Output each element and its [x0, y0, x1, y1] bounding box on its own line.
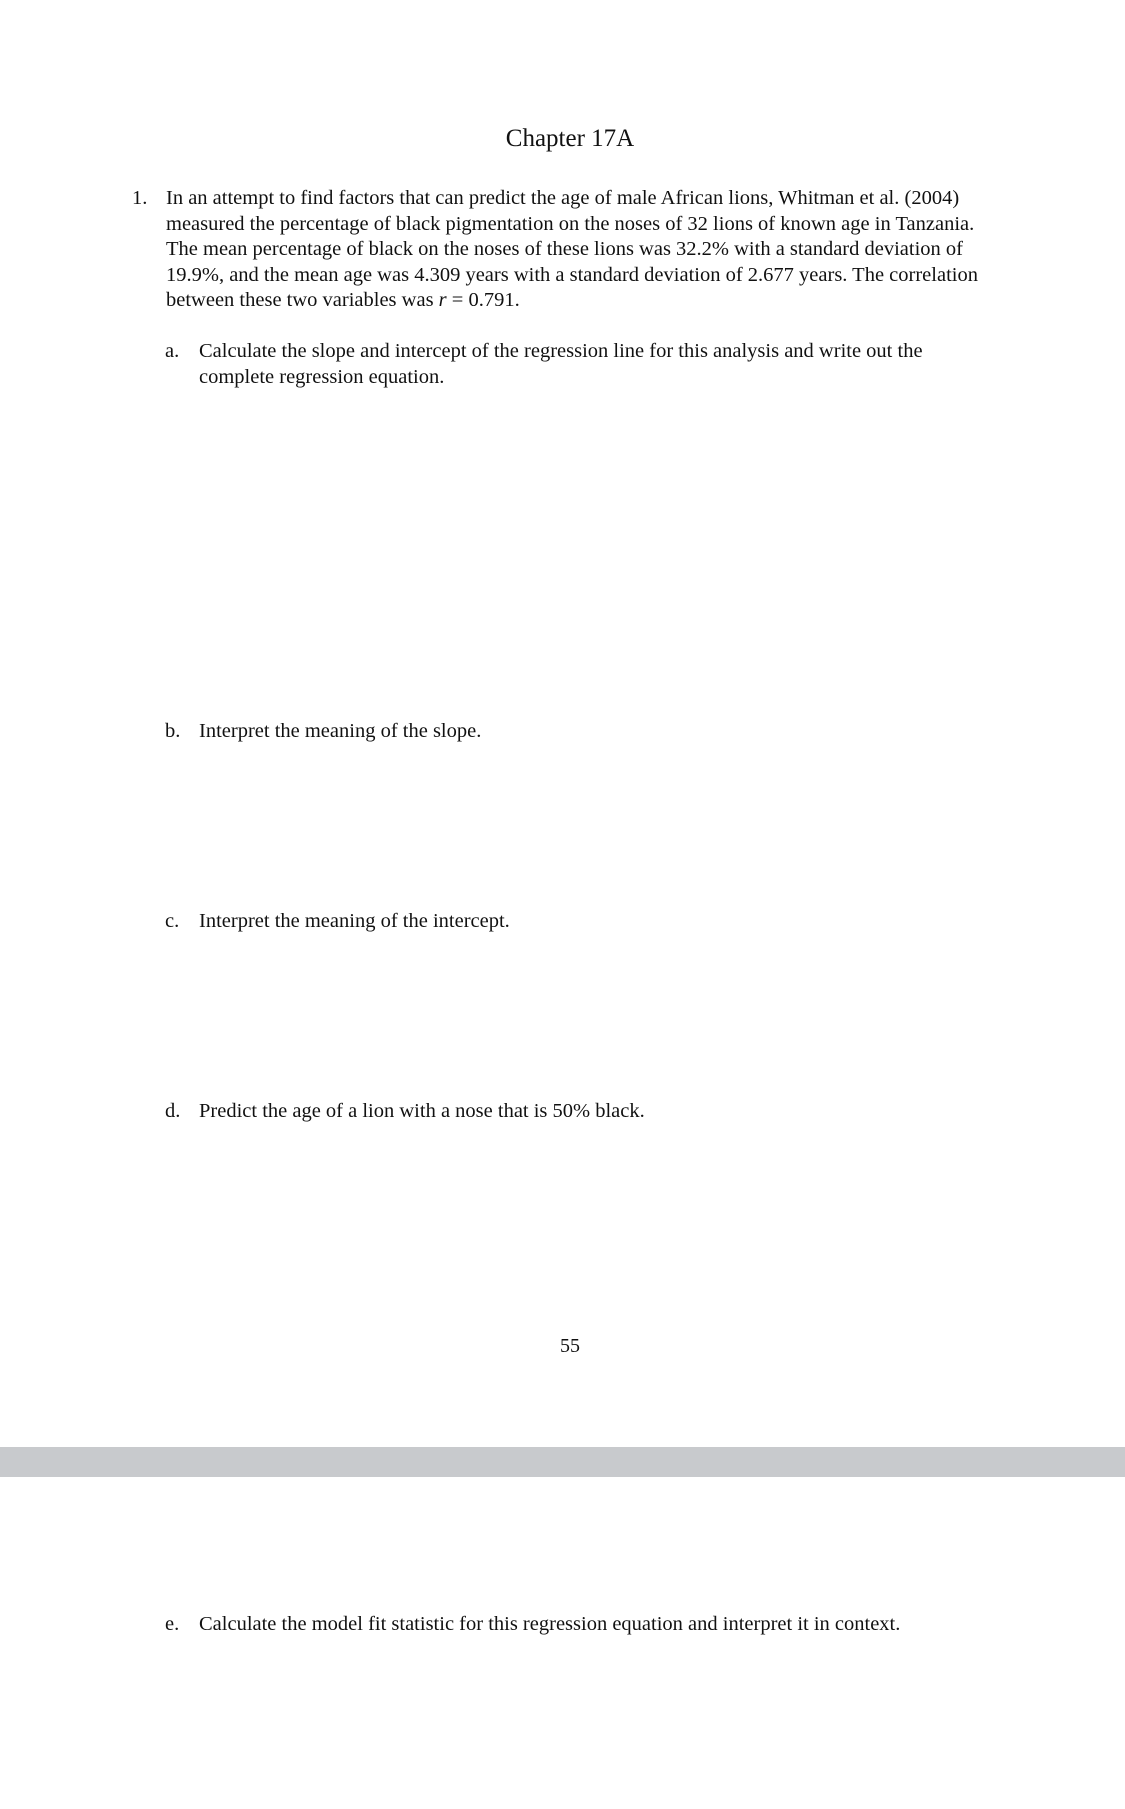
chapter-title: Chapter 17A — [505, 125, 635, 152]
page-two — [0, 1477, 1125, 1809]
part-a-letter: a. — [165, 340, 180, 362]
page-number: 55 — [560, 1335, 580, 1357]
question-text-main: In an attempt to find factors that can predict the age of male African lions, Whitman et al. (2004) measured the percentage of black pigmentation on the noses of 32 lions of known age in Tanzania. The mean percentage of black on the noses of these lions was 32.2% with a standard deviation of 19.9%, and the mean age was 4.309 years with a standard deviation of 2.677 years. The correlation between these two variables was — [166, 187, 978, 311]
question-text — [166, 186, 1006, 314]
page-separator — [0, 1447, 1125, 1477]
part-b-letter: b. — [165, 720, 181, 742]
part-d-text: Predict the age of a lion with a nose that is 50% black. — [199, 1100, 645, 1122]
correlation-value: = 0.791. — [446, 289, 520, 311]
correlation-symbol: r — [438, 289, 447, 311]
part-d-letter: d. — [165, 1100, 181, 1122]
part-c-letter: c. — [165, 910, 180, 932]
part-e-letter: e. — [165, 1613, 180, 1635]
part-b-text: Interpret the meaning of the slope. — [199, 720, 482, 742]
question-number: 1. — [132, 187, 148, 209]
part-a-text: Calculate the slope and intercept of the regression line for this analysis and write out the complete regression equation. — [199, 340, 923, 388]
part-c-text: Interpret the meaning of the intercept. — [199, 910, 510, 932]
part-e-text: Calculate the model fit statistic for this regression equation and interpret it in context. — [199, 1613, 901, 1635]
